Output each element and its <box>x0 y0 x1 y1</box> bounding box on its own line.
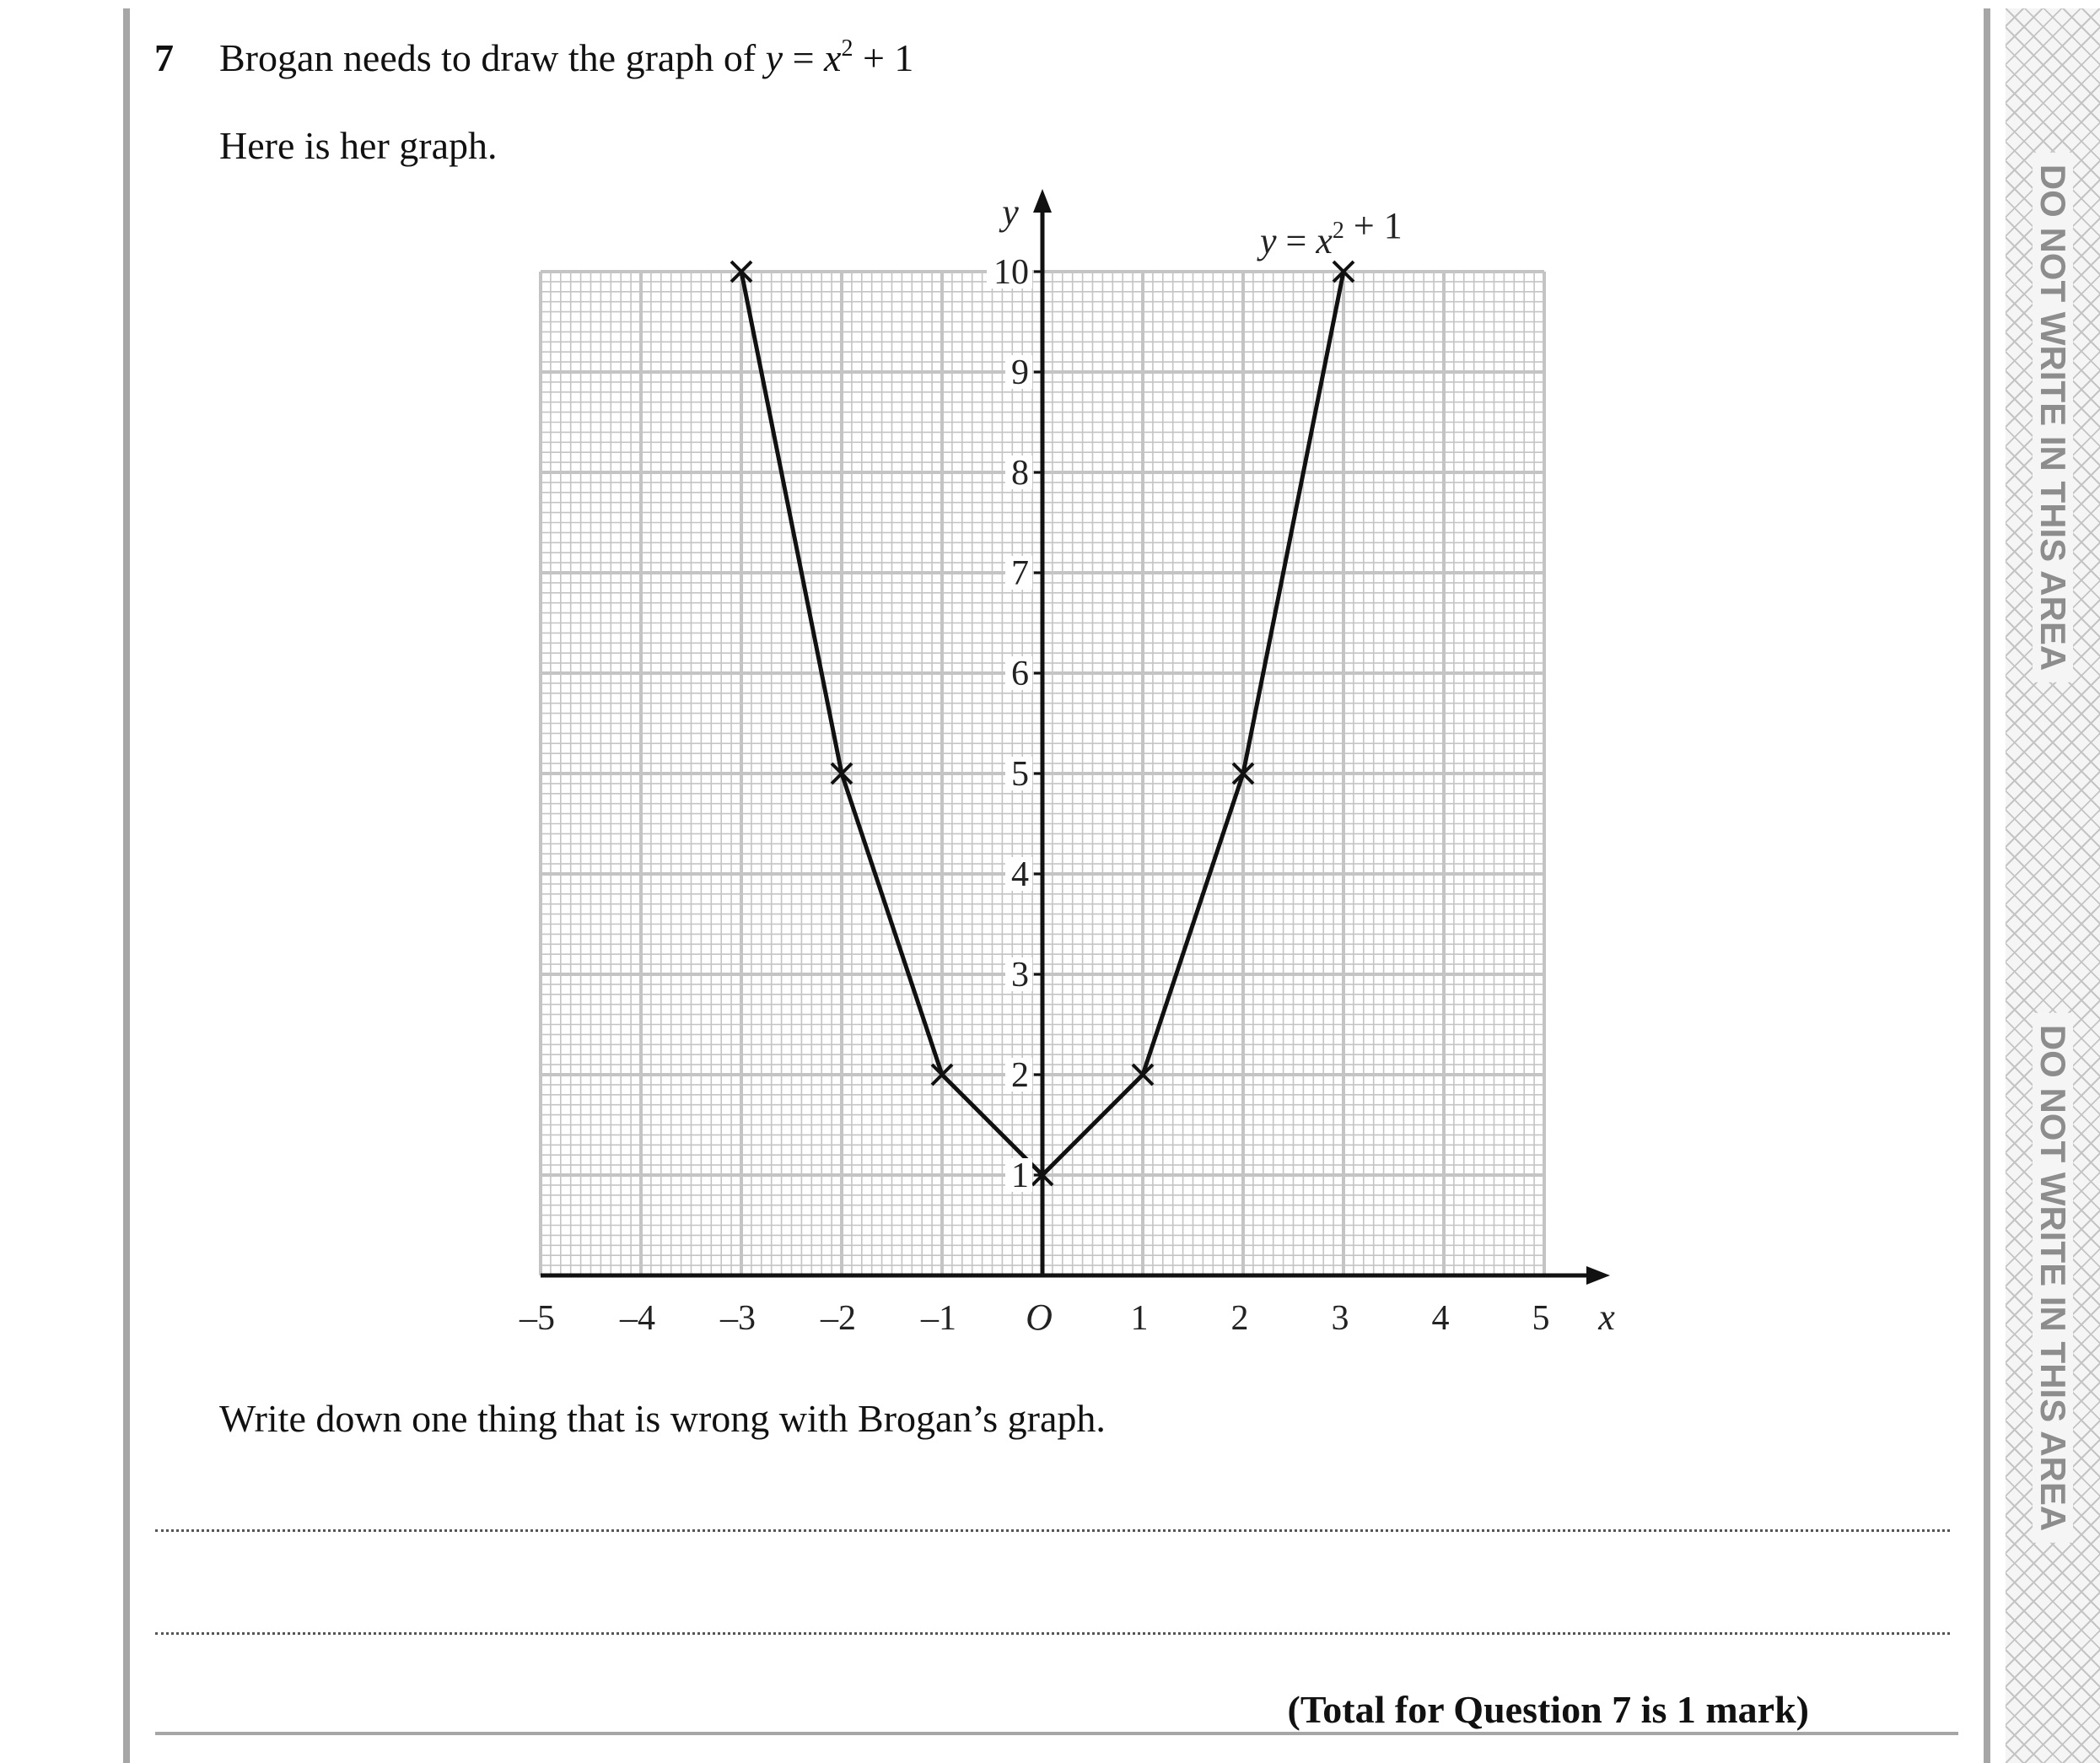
bottom-rule <box>155 1732 1958 1735</box>
equation-y: y <box>765 36 783 79</box>
x-tick-label: 2 <box>1230 1299 1249 1338</box>
x-tick-label: 4 <box>1431 1299 1450 1338</box>
y-tick-label: 3 <box>1011 956 1029 995</box>
answer-line[interactable] <box>155 1632 1950 1635</box>
y-tick-label: 1 <box>1011 1156 1029 1195</box>
equation-power: 2 <box>841 35 853 62</box>
x-tick-label: 5 <box>1532 1299 1550 1338</box>
series-label-part: y <box>1260 220 1277 261</box>
answer-line[interactable] <box>155 1529 1950 1532</box>
y-tick-label: 4 <box>1011 855 1029 894</box>
x-tick-label: –2 <box>821 1299 856 1338</box>
x-tick-label: 1 <box>1130 1299 1149 1338</box>
y-tick-label: 10 <box>993 253 1029 292</box>
y-tick-label: 7 <box>1011 554 1029 593</box>
question-prompt: Write down one thing that is wrong with Brogan’s graph. <box>219 1397 1106 1440</box>
x-tick-label: –1 <box>921 1299 956 1338</box>
equation-equals: = <box>783 36 825 79</box>
series-label <box>1257 205 1403 261</box>
y-tick-label: 9 <box>1011 353 1029 392</box>
question-total: (Total for Question 7 is 1 mark) <box>1287 1688 1809 1731</box>
y-tick-label: 8 <box>1011 454 1029 493</box>
do-not-write-label-top: DO NOT WRITE IN THIS AREA <box>2033 153 2073 682</box>
equation-x: x <box>824 36 842 79</box>
x-axis-label: x <box>1598 1297 1615 1338</box>
y-tick-label: 5 <box>1011 755 1029 794</box>
origin-label: O <box>1026 1297 1053 1338</box>
series-label-part: = <box>1276 220 1317 261</box>
x-tick-label: 3 <box>1331 1299 1349 1338</box>
question-intro: Brogan needs to draw the graph of <box>219 36 766 79</box>
x-tick-label: –5 <box>520 1299 555 1338</box>
question-subtext: Here is her graph. <box>219 124 498 167</box>
y-axis-arrow-icon <box>1033 189 1052 213</box>
y-tick-label: 2 <box>1011 1056 1029 1095</box>
x-tick-label: –3 <box>720 1299 756 1338</box>
x-tick-label: –4 <box>620 1299 655 1338</box>
series-label-part: + 1 <box>1343 205 1403 246</box>
do-not-write-label-bottom: DO NOT WRITE IN THIS AREA <box>2033 1013 2073 1543</box>
y-axis-label: y <box>1002 191 1019 233</box>
x-axis-arrow-icon <box>1586 1266 1610 1285</box>
y-tick-label: 6 <box>1011 655 1029 693</box>
series-label-part: x <box>1316 220 1333 261</box>
question-number: 7 <box>154 36 174 79</box>
equation-rest: + 1 <box>853 36 914 79</box>
tick-labels <box>519 191 1615 1338</box>
series-label-part: 2 <box>1332 218 1344 244</box>
